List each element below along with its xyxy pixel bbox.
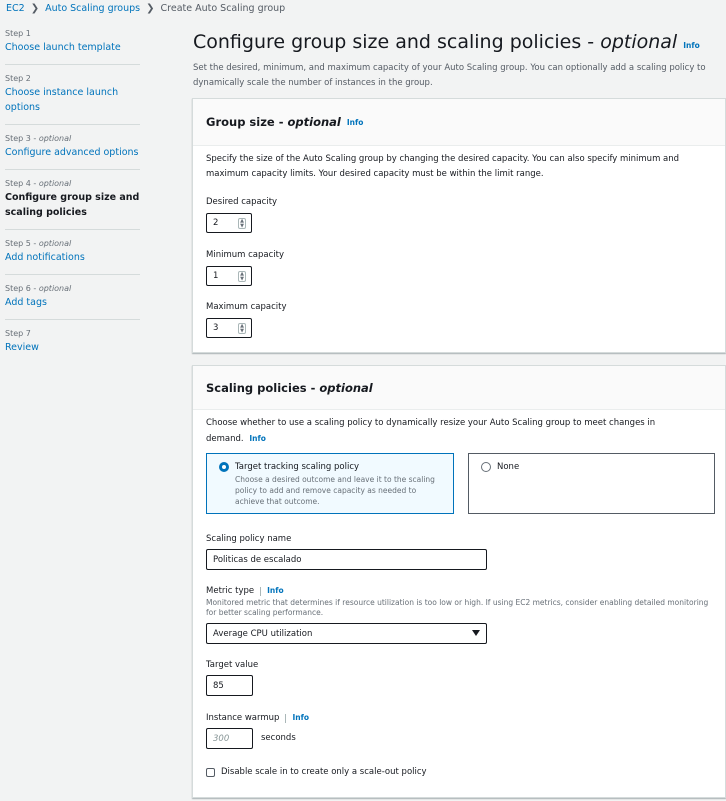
- wizard-steps-nav: [5, 28, 140, 372]
- scaling-policy-name-input[interactable]: Politicas de escalado: [206, 549, 487, 570]
- breadcrumb-current: Create Auto Scaling group: [160, 3, 286, 14]
- target-value-label: Target value: [206, 660, 259, 670]
- info-link[interactable]: Info: [267, 586, 284, 595]
- step-link-review[interactable]: Review: [5, 342, 39, 353]
- wizard-step-1: [5, 28, 140, 65]
- group-size-title: Group size - optional: [206, 115, 341, 129]
- step-link-add-notifications[interactable]: Add notifications: [5, 252, 85, 263]
- wizard-step-4: [5, 178, 140, 230]
- step-number: Step 1: [5, 29, 31, 38]
- wizard-step-5: [5, 238, 140, 275]
- step-number: Step 6 - optional: [5, 284, 72, 293]
- target-value-input[interactable]: 85: [206, 675, 253, 696]
- maximum-capacity-input[interactable]: 3 ▲ ▼: [206, 318, 252, 338]
- info-link[interactable]: Info: [292, 713, 309, 722]
- option-title: Target tracking scaling policy: [235, 462, 360, 472]
- spinner-icon[interactable]: ▲ ▼: [238, 218, 246, 229]
- metric-type-label: Metric type Info: [206, 586, 284, 596]
- scaling-policy-name-label: Scaling policy name: [206, 534, 292, 544]
- minimum-capacity-input[interactable]: 1 ▲ ▼: [206, 266, 252, 286]
- wizard-step-7: [5, 328, 140, 364]
- chevron-right-icon: ❯: [146, 3, 155, 14]
- step-current-group-size: Configure group size and scaling policies: [5, 192, 140, 218]
- spinner-icon[interactable]: ▲ ▼: [238, 323, 246, 334]
- wizard-step-3: [5, 133, 140, 170]
- option-title: None: [497, 462, 520, 472]
- step-link-add-tags[interactable]: Add tags: [5, 297, 47, 308]
- info-link[interactable]: Info: [346, 117, 364, 127]
- disable-scale-in-label: Disable scale in to create only a scale-out policy: [221, 767, 427, 777]
- group-size-header: [193, 99, 725, 146]
- divider: [285, 714, 286, 723]
- page-description: Set the desired, minimum, and maximum capacity of your Auto Scaling group. You can optionally add a scaling policy to dynamically scale the number of instances in the group.: [193, 63, 706, 88]
- minimum-capacity-label: Minimum capacity: [206, 250, 284, 260]
- spinner-icon[interactable]: ▲ ▼: [238, 271, 246, 282]
- step-number: Step 3 - optional: [5, 134, 72, 143]
- info-link[interactable]: Info: [683, 41, 700, 50]
- step-number: Step 4 - optional: [5, 179, 72, 188]
- none-option[interactable]: [468, 453, 715, 514]
- radio-selected-icon[interactable]: [219, 462, 229, 472]
- step-link-advanced-options[interactable]: Configure advanced options: [5, 147, 139, 158]
- breadcrumb-ec2[interactable]: EC2: [6, 3, 25, 14]
- group-size-panel: [192, 98, 726, 353]
- radio-unselected-icon[interactable]: [481, 462, 491, 472]
- maximum-capacity-label: Maximum capacity: [206, 302, 287, 312]
- option-description: Choose a desired outcome and leave it to the scaling policy to add and remove capacity as needed to achieve that outcome.: [235, 475, 435, 506]
- instance-warmup-input[interactable]: 300: [206, 728, 253, 749]
- step-link-choose-launch-template[interactable]: Choose launch template: [5, 42, 121, 53]
- wizard-step-6: [5, 283, 140, 320]
- page-header: [193, 30, 726, 91]
- breadcrumb-auto-scaling-groups[interactable]: Auto Scaling groups: [45, 3, 141, 14]
- caret-down-icon: [472, 630, 480, 636]
- target-tracking-option[interactable]: [206, 453, 454, 514]
- scaling-policies-header: [193, 366, 725, 410]
- disable-scale-in-row[interactable]: [206, 767, 427, 777]
- desired-capacity-label: Desired capacity: [206, 197, 278, 207]
- step-link-instance-launch-options[interactable]: Choose instance launch options: [5, 87, 119, 113]
- group-size-description: Specify the size of the Auto Scaling group by changing the desired capacity. You can also specify minimum and maximum capacity limits. Your desired capacity must be within the limit range.: [206, 154, 680, 179]
- step-number: Step 2: [5, 74, 31, 83]
- scaling-policies-description: Choose whether to use a scaling policy to dynamically resize your Auto Scaling group to meet changes in demand. Info: [206, 418, 656, 444]
- instance-warmup-label: Instance warmup Info: [206, 713, 309, 723]
- desired-capacity-input[interactable]: 2 ▲ ▼: [206, 213, 252, 233]
- divider: [260, 587, 261, 596]
- metric-type-description: Monitored metric that determines if resource utilization is too low or high. If using EC2 metrics, consider enabling detailed monitoring for better scaling performance.: [206, 598, 709, 617]
- wizard-step-2: [5, 73, 140, 125]
- scaling-policies-panel: [192, 365, 726, 798]
- info-link[interactable]: Info: [249, 434, 266, 443]
- chevron-right-icon: ❯: [30, 3, 40, 14]
- warmup-unit: seconds: [261, 733, 296, 743]
- breadcrumb: [6, 3, 285, 14]
- disable-scale-in-checkbox[interactable]: [206, 768, 215, 777]
- page-title: Configure group size and scaling policies - optional Info: [193, 30, 726, 58]
- metric-type-select[interactable]: Average CPU utilization: [206, 623, 487, 644]
- step-number: Step 5 - optional: [5, 239, 72, 248]
- step-number: Step 7: [5, 329, 31, 338]
- scaling-policies-title: Scaling policies - optional: [206, 380, 373, 395]
